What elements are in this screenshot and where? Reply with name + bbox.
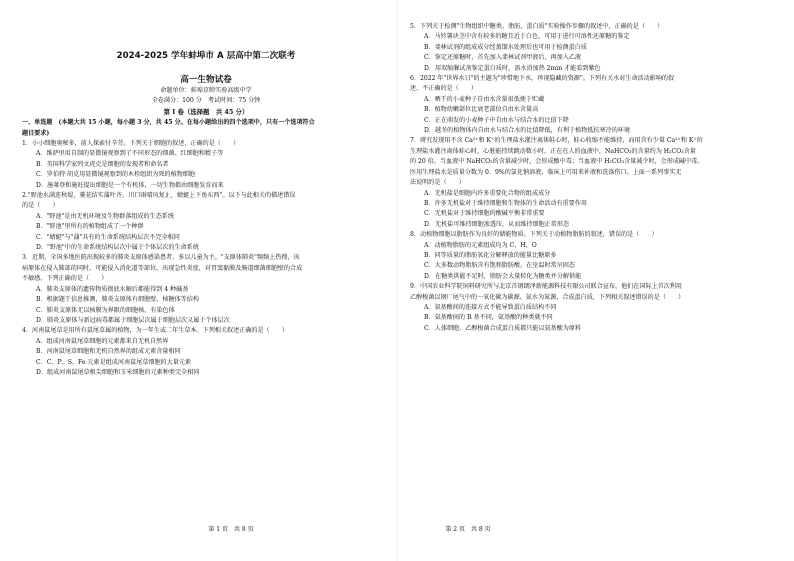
answer-option: B．根据题干信息推测，肺炎支原体有细胞壁、核糖体等结构 [36, 296, 199, 304]
answer-option: A．无机盐是细胞内许多重要化合物的组成成分 [424, 189, 551, 197]
question-line: 1．小小细胞奥秘多，前人探索付辛劳。下列关于细胞的叙述，正确的是（ ） [22, 140, 240, 147]
top-spacer [410, 0, 778, 22]
question-line: 6．2022 年"世界水日"的主题为"珍惜地下水，珍视隐藏的资源"。下列有关水对生命活动影响的叙 [410, 75, 675, 83]
question-line: 医用生理盐水是质量分数为 0．9%的氯化钠溶液，临床上可用来补液和洗涤伤口。上面一系列事实无 [410, 168, 682, 176]
answer-option: D．肺炎支原体与新冠病毒都属于细胞层次属于细胞层次又属于个体层次 [36, 316, 230, 324]
question-line: 7．研究发现用不含 Ca²⁺和 K⁺的生理盐水灌注离体蛙心时，蛙心收缩不能维持，而用含有少量 Ca²⁺和 K⁺的 [410, 137, 703, 145]
question-line: 4．河南鼠尾草是用所有鼠尾草属的植物，为一年生或二年生草本。下列相关叙述正确的是（ ） [22, 327, 288, 335]
question-line: 2."野池水满连秋堤，菱花结实蒲叶齐。川口雨晴风复止，蜻蜓上下鱼东西"。以下与此相关的描述错误 [22, 192, 296, 200]
question-line: 5．下列关于检测"生物组织中糖类、脂肪、蛋白质"实验操作步骤的叙述中，正确的是（ ） [410, 23, 664, 30]
answer-option: C．C、P、S、Fe 元素是组成河南鼠尾草细胞的大量元素 [36, 358, 192, 366]
answer-option: A．马铃薯块茎中含有较多的糖且近于白色，可用于进行可溶性还原糖的鉴定 [424, 33, 630, 41]
answer-option: D．越冬的植物体内自由水与结合水的比值降低，有利于植物抵抗寒冷的环境 [424, 127, 630, 135]
answer-option: D．施莱登和施旺提出细胞是一个有机体，一切生物都由细胞发育而来 [36, 181, 224, 189]
instruction-line-1: 一、单选题 (本题大共 15 小题，每小题 3 分，共 45 分。在每小题给出的四个选项中，只有一个选项符合 [22, 119, 315, 127]
answer-option: B．英国科学家列文虎克是细胞的发现者和命名者 [36, 160, 169, 168]
answer-option: A．组成河南鼠尾草细胞的元素都来自无机自然界 [36, 337, 169, 345]
exam-score-time: 全卷满分：100 分 考试时间：75 分钟 [151, 96, 261, 104]
answer-option: C．无机盐对于维持细胞的酸碱平衡非常重要 [424, 210, 545, 218]
answer-option: C．正在萌发的小麦种子中自由水与结合水的比值下降 [424, 116, 569, 124]
answer-option: D．用双缩脲试剂鉴定蛋白质时，需水浴加热 2min 才能看到紫色 [424, 64, 601, 72]
answer-option: C．鉴定还原糖时，首先加入斐林试剂甲液后，再加入乙液 [424, 54, 582, 62]
question-line: 乙醇梭菌以钢厂尾气中的一氧化碳为碳源、氨水为氮源，合成蛋白质，下列相关叙述错误的是（ ） [410, 293, 685, 301]
answer-option: A．动植物脂肪的元素组成均为 C、H、O [424, 241, 537, 249]
exam-author: 命题单位：蚌埠京师实验高级中学 [160, 87, 252, 94]
question-line: 不敏感。下列正确的是（ ） [22, 275, 108, 283]
exam-subject: 高一生物试卷 [180, 75, 232, 85]
answer-option: B．氨基酸间的 R 基不同，氨基酸的种类就不同 [424, 314, 553, 322]
question-line: 述，不正确的是（ ） [410, 85, 478, 93]
column-divider [397, 0, 398, 561]
left-questions [22, 139, 390, 378]
answer-option: B．植物幼嫩部位比衰老部位自由水含量高 [424, 106, 539, 114]
answer-option: A．氨基酸间的连接方式不能导致蛋白质结构不同 [424, 303, 557, 311]
question-line: 9．中国农业科学院饲料研究所与北京首钢朗泽新能源科技有限公司联合宣布，他们在国际上首次利用 [410, 283, 683, 291]
answer-option: C．罗伯特·胡克用显微镜观察到的木栓组织为死的植物细胞 [36, 171, 195, 179]
answer-option: D．无机盐可维持细胞渗透压，从而维持细胞正常形态 [424, 220, 570, 228]
answer-option: A．维萨里用自制的显微镜观察到了不同形态的细菌、红细胞和精子等 [36, 150, 224, 158]
question-line: 8．动植物细胞以脂肪作为良好的储能物质。下列关于动植物脂肪的叙述，错误的是（ ） [410, 231, 658, 239]
answer-option: A．"野池"是由无机环境及生物群落组成的生态系统 [36, 212, 174, 220]
answer-option: B．同等质量的脂肪氧化分解释放的能量比糖原多 [424, 251, 557, 259]
answer-option: D．组成河南鼠尾草根尖细胞和玉米细胞的元素种类完全相同 [36, 368, 200, 376]
question-line: 的是（ ） [22, 202, 59, 210]
question-line: 3．近期，全国多地医院出现较多的肺炎支原体感染患者，多以儿童为主。"支原体肺炎"频频上热搜，该 [22, 254, 300, 262]
left-column [22, 0, 390, 561]
instruction-line-2: 题目要求) [22, 129, 50, 137]
answer-option: B．河南鼠尾草细胞和无机自然界的组成元素含量相同 [36, 348, 181, 356]
section-heading: 第 Ⅰ 卷（选择题 共 45 分） [163, 108, 249, 117]
question-line: 的 20 倍，当血液中 NaHCO₃的含量减少时，会形成酸中毒；当血液中 H₂CO₃含量减少时，会形成碱中毒。 [410, 158, 704, 166]
answer-option: B．斐林试剂的组成成分经蒸馏水处理后也可用于检测蛋白质 [424, 43, 587, 51]
question-line: 病原体在侵入肺部的同时，可能侵入消化道等部位，出现急性炎症，对胃窦黏膜及肠道细菌细胞壁的合成 [22, 264, 303, 272]
answer-option: B．"野池"里所有的植物组成了一个种群 [36, 223, 144, 231]
question-line: 法说明的是（ ） [410, 179, 465, 187]
answer-option: C．大多数动物脂肪含有饱和脂肪酸，在室温时常呈固态 [424, 262, 575, 270]
page-number-right: 第 2 页 共 8 页 [445, 526, 491, 533]
answer-option: C．"蜻蜓"与"蒲"具有的生命系统结构层次不完全相同 [36, 233, 180, 241]
answer-option: A．晒干的小麦种子自由水含量很低便于贮藏 [424, 95, 545, 103]
answer-option: D．在糖类供能不足时，脂肪会大量转化为糖类并分解供能 [424, 272, 582, 280]
answer-option: C．人体细胞、乙醇梭菌合成蛋白质都只能以氨基酸为原料 [424, 324, 582, 332]
answer-option: D．"野池"中的生命系统结构层次中属于个体层次的生命系统 [36, 244, 199, 252]
page-number-left: 第 1 页 共 8 页 [208, 526, 254, 533]
answer-option: A．肺炎支原体的遗传物质彻底水解后都能得到 4 种碱基 [36, 285, 189, 293]
answer-option: C．肺炎支原体无以核膜为界限的细胞核，有染色体 [36, 306, 175, 314]
right-column [410, 0, 778, 561]
exam-title: 2024-2025 学年蚌埠市 A 层高中第二次联考 [116, 51, 296, 61]
question-line: 生理盐水灌注离体蛙心时，心脏能持续跳动数小时。正在在人的血液中，NaHCO₃的含量约为 H₂CO₃含量 [410, 147, 696, 155]
answer-option: B．许多无机盐对于维持细胞和生物体的生命活动有重要作用 [424, 199, 587, 207]
right-questions [410, 22, 778, 334]
